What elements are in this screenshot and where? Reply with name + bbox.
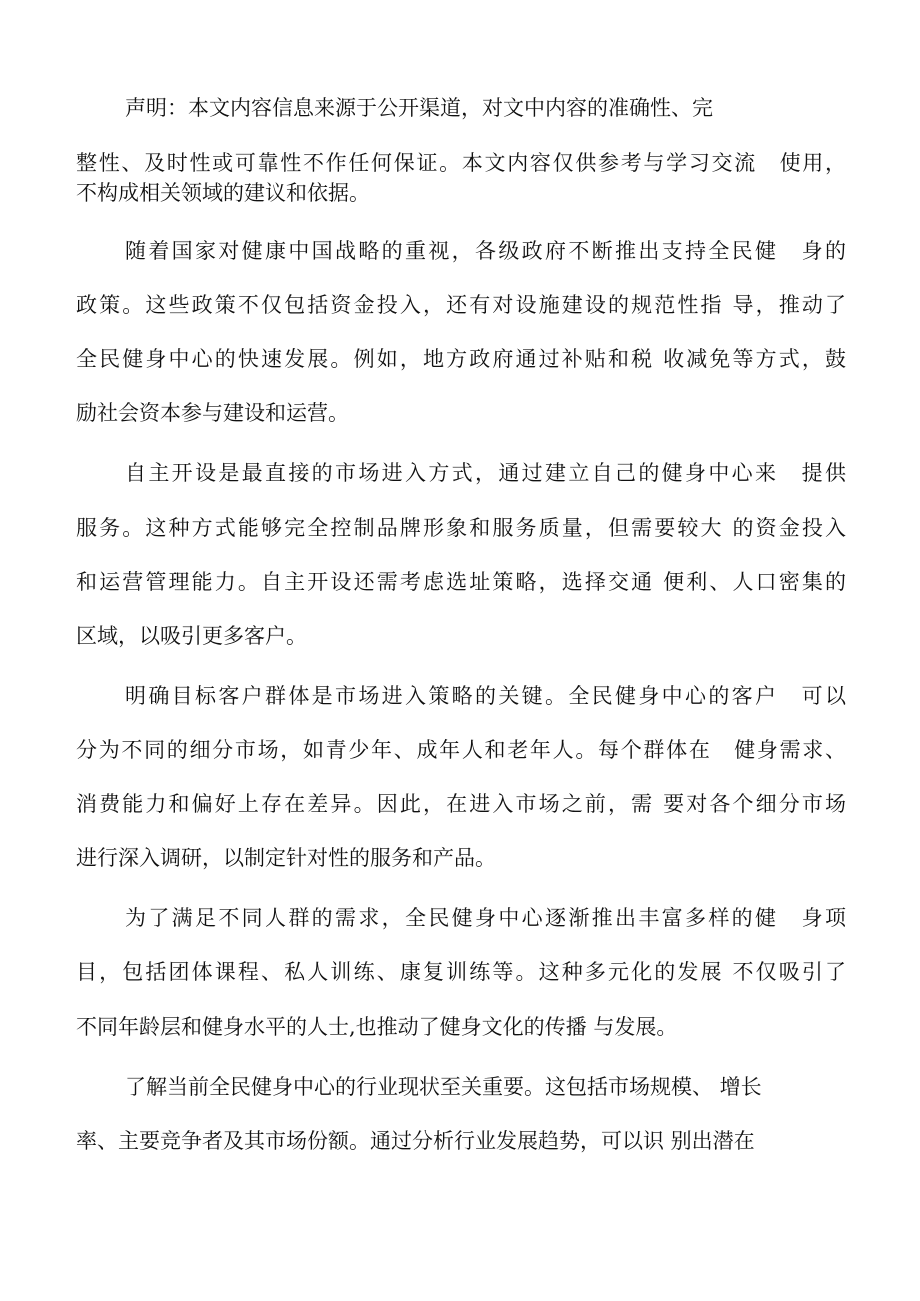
paragraph-1-line-1: 声明：本文内容信息来源于公开渠道，对文中内容的准确性、完 xyxy=(125,96,713,120)
paragraph-5-line-3: 不同年龄层和健身水平的人士,也推动了健身文化的传播 与发展。 xyxy=(76,1015,678,1039)
paragraph-4-line-1: 明确目标客户群体是市场进入策略的关键。全民健身中心的客户 可以 xyxy=(125,684,846,708)
paragraph-1-line-2: 整性、及时性或可靠性不作任何保证。本文内容仅供参考与学习交流 使用， xyxy=(76,151,846,175)
paragraph-4-line-2: 分为不同的细分市场，如青少年、成年人和老年人。每个群体在 健身需求、 xyxy=(76,738,846,762)
paragraph-2-line-3: 全民健身中心的快速发展。例如，地方政府通过补贴和税 收减免等方式，鼓 xyxy=(76,347,846,371)
paragraph-1-line-3: 不构成相关领域的建议和依据。 xyxy=(76,181,370,205)
paragraph-3-line-3: 和运营管理能力。自主开设还需考虑选址策略，选择交通 便利、人口密集的 xyxy=(76,570,846,594)
paragraph-6-line-2: 率、主要竞争者及其市场份额。通过分析行业发展趋势，可以识 别出潜在 xyxy=(76,1129,755,1153)
paragraph-4-line-3: 消费能力和偏好上存在差异。因此，在进入市场之前，需 要对各个细分市场 xyxy=(76,792,846,816)
paragraph-3-line-4: 区域，以吸引更多客户。 xyxy=(76,624,307,648)
paragraph-3-line-2: 服务。这种方式能够完全控制品牌形象和服务质量，但需要较大 的资金投入 xyxy=(76,516,846,540)
paragraph-2-line-4: 励社会资本参与建设和运营。 xyxy=(76,401,349,425)
paragraph-6-line-1: 了解当前全民健身中心的行业现状至关重要。这包括市场规模、 增长 xyxy=(125,1075,762,1099)
paragraph-4-line-4: 进行深入调研，以制定针对性的服务和产品。 xyxy=(76,846,496,870)
paragraph-2-line-1: 随着国家对健康中国战略的重视，各级政府不断推出支持全民健 身的 xyxy=(125,239,846,263)
paragraph-5-line-2: 目，包括团体课程、私人训练、康复训练等。这种多元化的发展 不仅吸引了 xyxy=(76,960,846,984)
paragraph-5-line-1: 为了满足不同人群的需求，全民健身中心逐渐推出丰富多样的健 身项 xyxy=(125,906,846,930)
paragraph-3-line-1: 自主开设是最直接的市场进入方式，通过建立自己的健身中心来 提供 xyxy=(125,461,846,485)
paragraph-2-line-2: 政策。这些政策不仅包括资金投入，还有对设施建设的规范性指 导，推动了 xyxy=(76,293,846,317)
